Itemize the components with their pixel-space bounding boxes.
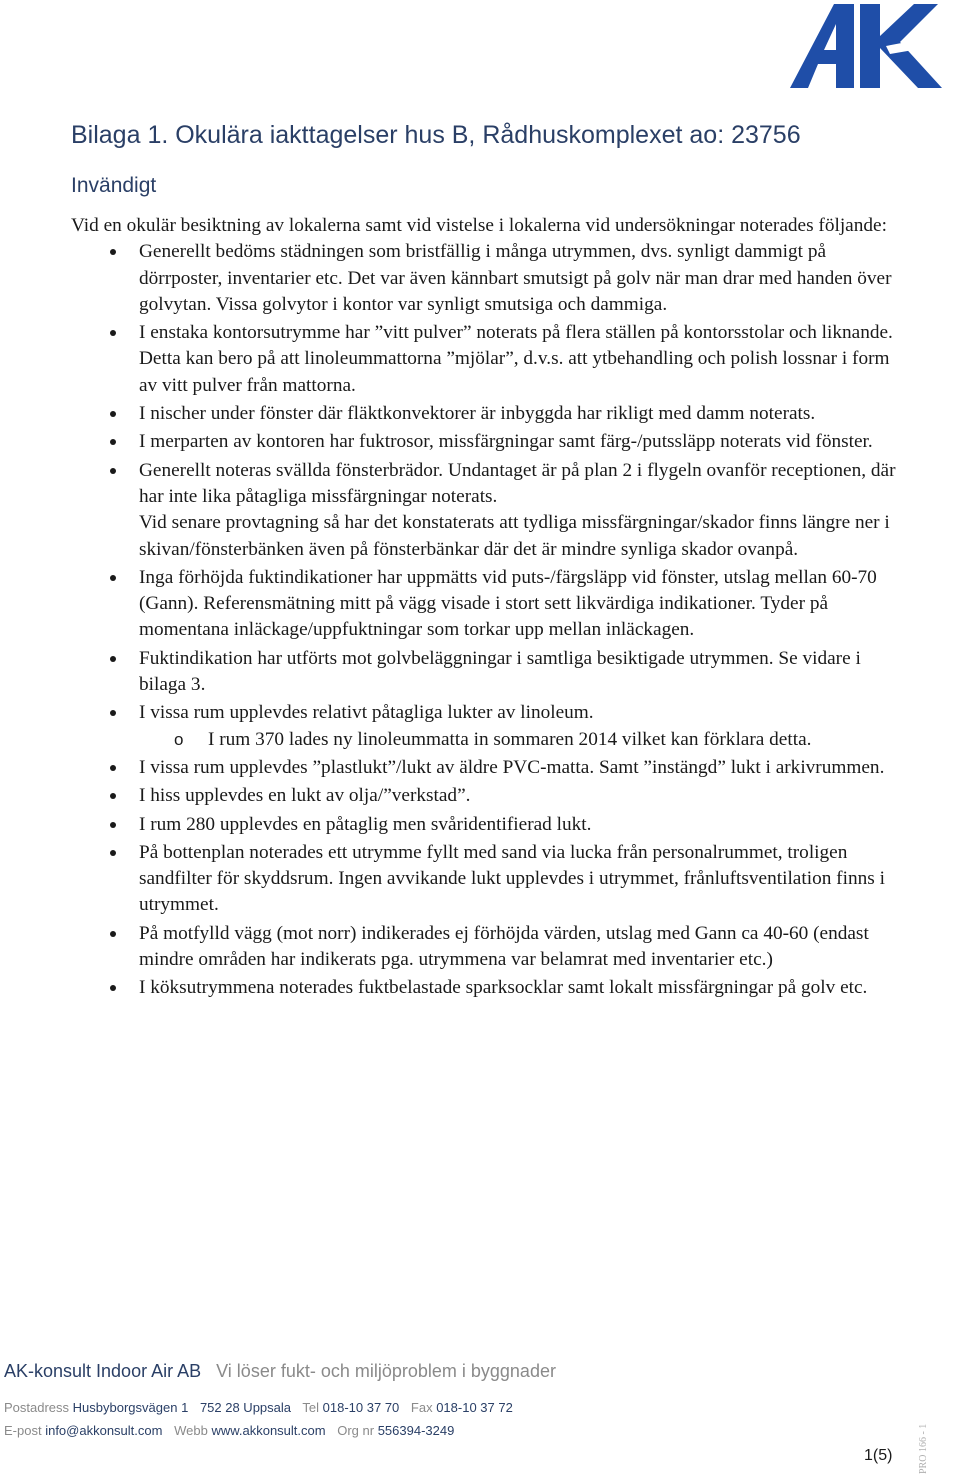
list-item: I vissa rum upplevdes relativt påtagliga lukter av linoleum. o I rum 370 lades ny linoleummatta in sommaren 2014 vilket kan förklara detta. [139, 700, 911, 753]
tel-value: 018-10 37 70 [322, 1400, 400, 1415]
org-value: 556394-3249 [377, 1423, 455, 1438]
list-item: I vissa rum upplevdes ”plastlukt”/lukt av äldre PVC-matta. Samt ”instängd” lukt i arkivrummen. [139, 755, 911, 781]
postadress-label: Postadress [4, 1400, 70, 1415]
fax-label: Fax [410, 1400, 433, 1415]
footer-company: AK-konsult Indoor Air AB [4, 1361, 202, 1381]
page-title: Bilaga 1. Okulära iakttagelser hus B, Rådhuskomplexet ao: 23756 [71, 121, 801, 149]
tel-label: Tel [302, 1400, 320, 1415]
postnr-value: 752 28 Uppsala [199, 1400, 292, 1415]
form-code: PRO 166 - 1 [918, 1423, 929, 1474]
fax-value: 018-10 37 72 [436, 1400, 513, 1415]
list-item: Generellt bedöms städningen som bristfällig i många utrymmen, dvs. synligt dammigt på dörrposter, inventarier etc. Det var även kännbart smutsigt på golv när man drar med handen över golvytan. Vissa golvytor i kontor var synligt smutsiga och dammiga. [139, 239, 911, 318]
sub-list-item: o I rum 370 lades ny linoleummatta in sommaren 2014 vilket kan förklara detta. [208, 727, 911, 753]
epost-label: E-post [4, 1423, 42, 1438]
list-item: I enstaka kontorsutrymme har ”vitt pulver” noterats på flera ställen på kontorsstolar och liknande. Detta kan bero på att linoleummattorna ”mjölar”, d.v.s. att ytbehandling och polish lossnar i form av vitt pulver från mattorna. [139, 320, 911, 399]
webb-label: Webb [174, 1423, 208, 1438]
list-item: Inga förhöjda fuktindikationer har uppmätts vid puts-/färgsläpp vid fönster, utslag mellan 60-70 (Gann). Referensmätning mitt på vägg visade i stort sett likvärdiga indikationer. Tyder på momentana inläckage/uppfuktningar som torkar upp mellan inläckagen. [139, 565, 911, 644]
sub-list [139, 727, 911, 753]
page-number: 1(5) [864, 1447, 893, 1464]
website-link[interactable]: www.akkonsult.com [211, 1423, 326, 1438]
org-label: Org nr [337, 1423, 375, 1438]
ak-logo [786, 2, 960, 90]
list-item: På bottenplan noterades ett utrymme fyllt med sand via lucka från personalrummet, troligen sandfilter för skyddsrum. Ingen avvikande lukt upplevdes i utrymmet, frånluftsventilation finns i utrymmet. [139, 840, 911, 919]
section-heading: Invändigt [71, 174, 157, 197]
page-footer [4, 1361, 944, 1438]
list-item: Generellt noteras svällda fönsterbrädor. Undantaget är på plan 2 i flygeln ovanför receptionen, där har inte lika påtagliga missfärgningar noterats. Vid senare provtagning så har det konstaterats att tydliga missfärgningar/skador finns längre ner i skivan/fönsterbänken även på fönsterbänkar där det är mindre synliga skador ovanpå. [139, 458, 911, 563]
list-item-continuation: Vid senare provtagning så har det konstaterats att tydliga missfärgningar/skador finns längre ner i skivan/fönsterbänken även på fönsterbänkar där det är mindre synliga skador ovanpå. [139, 512, 890, 560]
observation-list [71, 239, 911, 1001]
list-item: I hiss upplevdes en lukt av olja/”verkstad”. [139, 783, 911, 809]
postadress-value: Husbyborgsvägen 1 [72, 1400, 189, 1415]
list-item: Fuktindikation har utförts mot golvbeläggningar i samtliga besiktigade utrymmen. Se vidare i bilaga 3. [139, 646, 911, 699]
email-link[interactable]: info@akkonsult.com [45, 1423, 163, 1438]
document-body [71, 213, 911, 1004]
list-item: I rum 280 upplevdes en påtaglig men svåridentifierad lukt. [139, 812, 911, 838]
intro-paragraph: Vid en okulär besiktning av lokalerna samt vid vistelse i lokalerna vid undersökningar noterades följande: [71, 215, 887, 236]
list-item: På motfylld vägg (mot norr) indikerades ej förhöjda värden, utslag med Gann ca 40-60 (endast mindre områden har indikerats pga. utrymmena var belamrat med inventarier etc.) [139, 921, 911, 974]
footer-tagline: Vi löser fukt- och miljöproblem i byggnader [216, 1361, 556, 1381]
list-item: I nischer under fönster där fläktkonvektorer är inbyggda har rikligt med damm noterats. [139, 401, 911, 427]
list-item: I köksutrymmena noterades fuktbelastade sparksocklar samt lokalt missfärgningar på golv etc. [139, 975, 911, 1001]
list-item: I merparten av kontoren har fuktrosor, missfärgningar samt färg-/putssläpp noterats vid fönster. [139, 429, 911, 455]
